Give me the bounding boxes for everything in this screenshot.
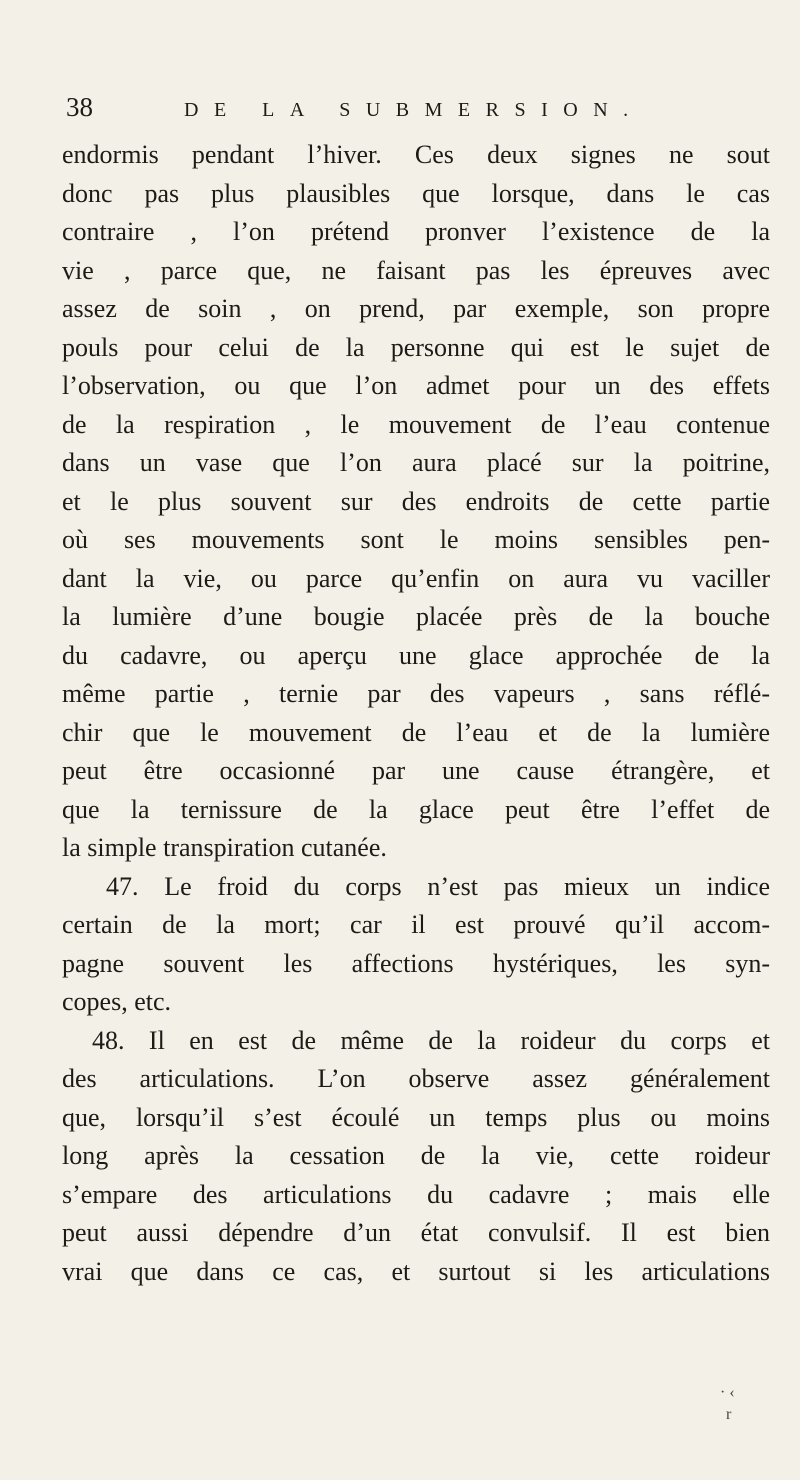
paragraph-48-start: 48. Il en est de même de la roideur du corps et xyxy=(92,1025,770,1055)
page-number: 38 xyxy=(66,92,93,122)
text-line: où ses mouvements sont le moins sensibles pen- xyxy=(62,525,770,554)
text-line: assez de soin , on prend, par exemple, son propre xyxy=(62,294,770,323)
text-line: vrai que dans ce cas, et surtout si les articulations xyxy=(62,1256,770,1286)
text-line: des articulations. L’on observe assez généralement xyxy=(62,1064,770,1093)
paragraph-47-start: 47. Le froid du corps n’est pas mieux un indice xyxy=(106,871,770,901)
text-line: pagne souvent les affections hystériques, les syn- xyxy=(62,948,770,978)
text-line: long après la cessation de la vie, cette roideur xyxy=(62,1141,770,1170)
text-line: contraire , l’on prétend pronver l’existence de la xyxy=(62,217,770,246)
text-line: chir que le mouvement de l’eau et de la lumière xyxy=(62,717,770,747)
text-line: vie , parce que, ne faisant pas les épreuves avec xyxy=(62,255,770,285)
footer-mark: r xyxy=(726,1406,732,1423)
text-line: la simple transpiration cutanée. xyxy=(62,833,387,862)
text-line: s’empare des articulations du cadavre ; mais elle xyxy=(62,1179,770,1209)
text-line: certain de la mort; car il est prouvé qu’il accom- xyxy=(62,910,770,939)
text-line: du cadavre, ou aperçu une glace approchée de la xyxy=(62,640,770,670)
footer-mark: · ‹ xyxy=(720,1384,735,1401)
text-line: peut aussi dépendre d’un état convulsif. Il est bien xyxy=(62,1218,770,1247)
text-line: peut être occasionné par une cause étrangère, et xyxy=(62,756,770,785)
text-line: dant la vie, ou parce qu’enfin on aura vu vaciller xyxy=(62,563,770,593)
text-line: même partie , ternie par des vapeurs , sans réflé- xyxy=(62,679,770,708)
text-line: copes, etc. xyxy=(62,987,172,1016)
text-line: que la ternissure de la glace peut être l’effet de xyxy=(62,794,770,824)
running-title: DE LA SUBMERSION. xyxy=(184,99,644,121)
footer-marks xyxy=(720,1384,750,1434)
text-line: donc pas plus plausibles que lorsque, dans le cas xyxy=(62,178,770,208)
text-line: que, lorsqu’il s’est écoulé un temps plus ou moins xyxy=(62,1102,770,1132)
body-text xyxy=(62,136,770,1291)
text-line: la lumière d’une bougie placée près de la bouche xyxy=(62,602,770,631)
text-line: endormis pendant l’hiver. Ces deux signes ne sout xyxy=(62,140,770,169)
text-line: dans un vase que l’on aura placé sur la poitrine, xyxy=(62,448,770,477)
text-line: pouls pour celui de la personne qui est le sujet de xyxy=(62,332,770,362)
page-header xyxy=(66,92,766,132)
text-line: et le plus souvent sur des endroits de cette partie xyxy=(62,486,770,516)
text-line: l’observation, ou que l’on admet pour un des effets xyxy=(62,371,770,400)
text-line: de la respiration , le mouvement de l’eau contenue xyxy=(62,409,770,439)
